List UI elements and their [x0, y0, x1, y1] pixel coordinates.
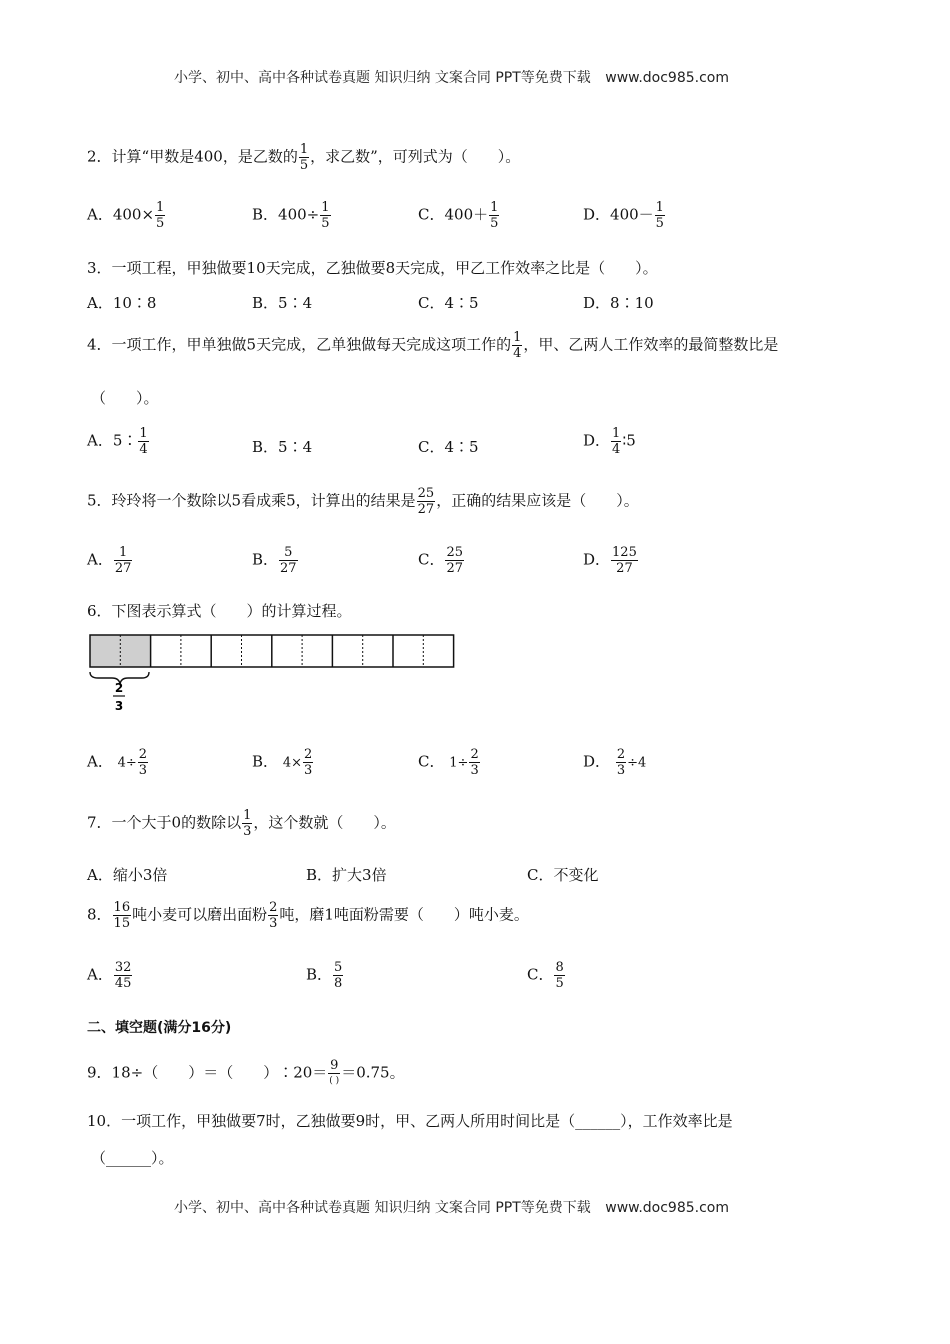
question-2 — [87, 142, 520, 173]
option-a[interactable]: A．10∶8 — [87, 294, 157, 312]
option-c[interactable]: C． 1÷ $\frac{2}{3}$ — [418, 747, 479, 778]
bar-cell — [90, 635, 120, 667]
footer-text: 小学、初中、高中各种试卷真题 知识归纳 文案合同 PPT等免费下载 — [174, 1200, 591, 1216]
option-d[interactable]: D．8∶10 — [583, 294, 654, 312]
bar-cells — [90, 635, 454, 667]
bar-cell — [272, 635, 302, 667]
bar-cell — [181, 635, 211, 667]
fraction: $\frac{25}{27}$ — [417, 486, 435, 517]
fraction: $\frac{16}{15}$ — [113, 900, 131, 931]
question-3: 3．一项工程，甲独做要10天完成，乙独做要8天完成，甲乙工作效率之比是（ ）。 — [87, 259, 658, 277]
question-10-line2: （______）。 — [91, 1149, 174, 1167]
question-4-line2: （ ）。 — [91, 389, 159, 407]
brace-numerator: 2 — [114, 681, 124, 695]
question-10: 10．一项工作，甲独做要7时，乙独做要9时，甲、乙两人所用时间比是（______），工作效率比是 — [87, 1112, 733, 1130]
option-a[interactable]: A． $\frac{32}{45}$ — [87, 960, 132, 991]
option-c[interactable]: C．4∶5 — [418, 294, 479, 312]
option-c[interactable]: C． $\frac{25}{27}$ — [418, 545, 464, 576]
option-b[interactable]: B．扩大3倍 — [306, 866, 387, 884]
question-8: 8． $\frac{16}{15}$ 吨小麦可以磨出面粉 $\frac{2}{3}$ 吨，磨1吨面粉需要（ ）吨小麦。 — [87, 900, 529, 931]
option-d[interactable]: D． $\frac{125}{27}$ — [583, 545, 637, 576]
option-c[interactable]: C． $\frac{8}{5}$ — [527, 960, 564, 991]
bar-cell — [332, 635, 362, 667]
bar-cell — [423, 635, 453, 667]
question-7: 7．一个大于0的数除以 $\frac{1}{3}$ ，这个数就（ ）。 — [87, 808, 396, 839]
page-header — [174, 67, 729, 87]
fraction: $\frac{1}{3}$ — [243, 808, 252, 839]
fraction-bar-figure — [86, 630, 461, 720]
option-d[interactable]: D． $\frac{2}{3}$ ÷4 — [583, 747, 647, 778]
bar-cell — [393, 635, 423, 667]
fraction: $\frac{9}{( )}$ — [329, 1058, 340, 1086]
option-c[interactable]: C．400＋ $\frac{1}{5}$ — [418, 200, 499, 231]
brace-denominator: 3 — [114, 699, 124, 713]
header-url: www.doc985.com — [605, 70, 729, 86]
option-a[interactable]: A． 4÷ $\frac{2}{3}$ — [87, 747, 148, 778]
bar-cell — [302, 635, 332, 667]
header-text: 小学、初中、高中各种试卷真题 知识归纳 文案合同 PPT等免费下载 — [174, 70, 591, 86]
fraction: $\frac{1}{5}$ — [299, 142, 309, 173]
option-b[interactable]: B． $\frac{5}{8}$ — [306, 960, 343, 991]
bar-cell — [211, 635, 241, 667]
footer-url: www.doc985.com — [605, 1200, 729, 1216]
question-text: 2．计算“甲数是400，是乙数的 — [87, 147, 298, 166]
bar-cell — [242, 635, 272, 667]
bar-cell — [120, 635, 150, 667]
option-c[interactable]: C．4∶5 — [418, 438, 479, 456]
question-6: 6．下图表示算式（ ）的计算过程。 — [87, 602, 352, 620]
page-footer — [174, 1197, 729, 1217]
option-d[interactable]: D． $\frac{1}{4}$ ∶5 — [583, 426, 636, 457]
option-b[interactable]: B．400÷ $\frac{1}{5}$ — [252, 200, 330, 231]
question-9: 9．18÷（ ）＝（ ）∶20＝ $\frac{9}{( )}$ ＝0.75。 — [87, 1058, 405, 1089]
option-a[interactable]: A．缩小3倍 — [87, 866, 168, 884]
fraction: $\frac{2}{3}$ — [269, 900, 278, 931]
option-a[interactable]: A．400× $\frac{1}{5}$ — [87, 200, 165, 231]
option-b[interactable]: B． $\frac{5}{27}$ — [252, 545, 297, 576]
fraction: $\frac{1}{4}$ — [513, 330, 522, 361]
option-b[interactable]: B．5∶4 — [252, 438, 313, 456]
option-b[interactable]: B． 4× $\frac{2}{3}$ — [252, 747, 313, 778]
option-c[interactable]: C．不变化 — [527, 866, 599, 884]
question-4: 4．一项工作，甲单独做5天完成，乙单独做每天完成这项工作的 $\frac{1}{4}$ ，甲、乙两人工作效率的最简整数比是 — [87, 330, 779, 361]
question-5: 5．玲玲将一个数除以5看成乘5，计算出的结果是 $\frac{25}{27}$ ，正确的结果应该是（ ）。 — [87, 486, 639, 517]
question-text: ，求乙数”，可列式为（ ）。 — [310, 147, 521, 166]
option-a[interactable]: A． $\frac{1}{27}$ — [87, 545, 132, 576]
option-a[interactable]: A．5∶ $\frac{1}{4}$ — [87, 426, 148, 457]
bar-cell — [151, 635, 181, 667]
option-b[interactable]: B．5∶4 — [252, 294, 313, 312]
option-d[interactable]: D．400－ $\frac{1}{5}$ — [583, 200, 664, 231]
section-title: 二、填空题(满分16分) — [87, 1020, 232, 1036]
bar-cell — [363, 635, 393, 667]
